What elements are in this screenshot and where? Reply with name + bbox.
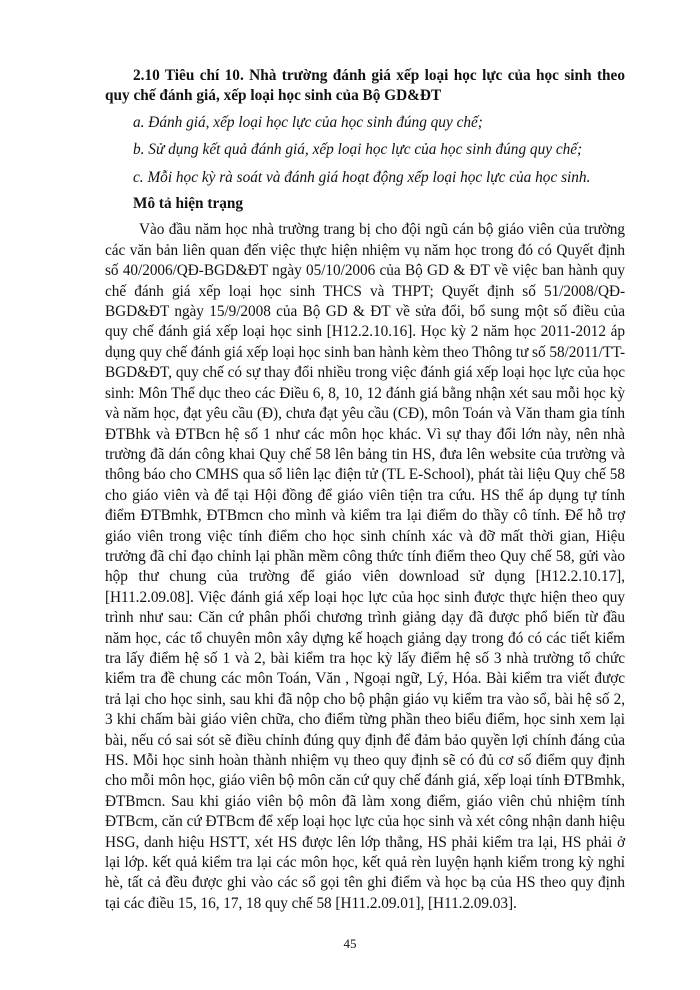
page-content <box>105 66 625 914</box>
section-heading: 2.10 Tiêu chí 10. Nhà trường đánh giá xếp loại học lực của học sinh theo quy chế đánh giá, xếp loại học sinh của Bộ GD&ĐT <box>105 67 625 105</box>
current-status-heading: Mô tả hiện trạng <box>133 195 244 213</box>
body-paragraph: Vào đầu năm học nhà trường trang bị cho đội ngũ cán bộ giáo viên của trường các văn bản liên quan đến việc thực hiện nhiệm vụ năm học trong đó có Quyết định số 40/2006/QĐ-BGD&ĐT ngày 05/10/2006 của Bộ GD & ĐT về việc ban hành quy chế đánh giá xếp loại học sinh THCS và THPT; Quyết định số 51/2008/QĐ-BGD&ĐT ngày 15/9/2008 của Bộ GD & ĐT về sửa đổi, bổ sung một số điều của quy chế đánh giá xếp loại học sinh [H12.2.10.16]. Học kỳ 2 năm học 2011-2012 áp dụng quy chế đánh giá xếp loại học sinh ban hành kèm theo Thông tư số 58/2011/TT-BGD&ĐT, quy chế có sự thay đổi nhiều trong việc đánh giá xếp loại học lực của học sinh: Môn Thể dục theo các Điều 6, 8, 10, 12 đánh giá bằng nhận xét sau mỗi học kỳ và năm học, đạt yêu cầu (Đ), chưa đạt yêu cầu (CĐ), môn Toán và Văn tham gia tính ĐTBhk và ĐTBcn hệ số 1 như các môn học khác. Vì sự thay đổi lớn này, nên nhà trường đã dán công khai Quy chế 58 lên bảng tin HS, đưa lên website của trường và thông báo cho CMHS qua sổ liên lạc điện tử (TL E-School), phát tài liệu Quy chế 58 cho giáo viên và để tại Hội đồng để giáo viên tiện tra cứu. HS thể áp dụng tự tính điểm ĐTBmhk, ĐTBmcn cho mình và kiểm tra lại điểm do thầy cô tính. Để hỗ trợ giáo viên trong việc tính điểm cho học sinh chính xác và đỡ mất thời gian, Hiệu trưởng đã chỉ đạo chỉnh lại phần mềm công thức tính điểm theo Quy chế 58, gửi vào hộp thư chung của trường để giáo viên download sử dụng [H12.2.10.17], [H11.2.09.08]. Việc đánh giá xếp loại học lực của học sinh được thực hiện theo quy trình như sau: Căn cứ phân phối chương trình giảng dạy đã được phổ biến từ đầu năm học, các tổ chuyên môn xây dựng kế hoạch giảng dạy trong đó có các tiết kiểm tra lấy điểm hệ số 1 và 2, bài kiểm tra học kỳ lấy điểm hệ số 3 nhà trường tổ chức kiểm tra đề chung các môn Toán, Văn , Ngoại ngữ, Lý, Hóa. Bài kiểm tra viết được trả lại cho học sinh, sau khi đã nộp cho bộ phận giáo vụ kiểm tra vào sổ, bài hệ số 2, 3 khi chấm bài giáo viên chữa, cho điểm từng phần theo biểu điểm, học sinh xem lại bài, nếu có sai sót sẽ điều chỉnh đúng quy định để đảm bảo quyền lợi chính đáng của HS. Mỗi học sinh hoàn thành nhiệm vụ theo quy định sẽ có đủ cơ số điểm quy định cho mỗi môn học, giáo viên bộ môn căn cứ quy chế đánh giá, xếp loại tính ĐTBmhk, ĐTBmcn. Sau khi giáo viên bộ môn đã làm xong điểm, giáo viên chủ nhiệm tính ĐTBcm, căn cứ ĐTBcm để xếp loại học lực của học sinh và xét công nhận danh hiệu HSG, danh hiệu HSTT, xét HS được lên lớp thẳng, HS phải kiểm tra lại, HS phải ở lại lớp. kết quả kiểm tra lại các môn học, kết quả rèn luyện hạnh kiểm trong kỳ nghỉ hè, tất cả đều được ghi vào các sổ gọi tên ghi điểm và học bạ của HS theo quy định tại các điều 15, 16, 17, 18 quy chế 58 [H11.2.09.01], [H11.2.09.03]. <box>105 221 625 912</box>
page-number: 45 <box>343 936 357 951</box>
criterion-a: a. Đánh giá, xếp loại học lực của học sinh đúng quy chế; <box>133 113 483 131</box>
criterion-b: b. Sử dụng kết quả đánh giá, xếp loại học lực của học sinh đúng quy chế; <box>133 141 583 159</box>
criterion-c: c. Mỗi học kỳ rà soát và đánh giá hoạt động xếp loại học lực của học sinh. <box>133 168 591 186</box>
